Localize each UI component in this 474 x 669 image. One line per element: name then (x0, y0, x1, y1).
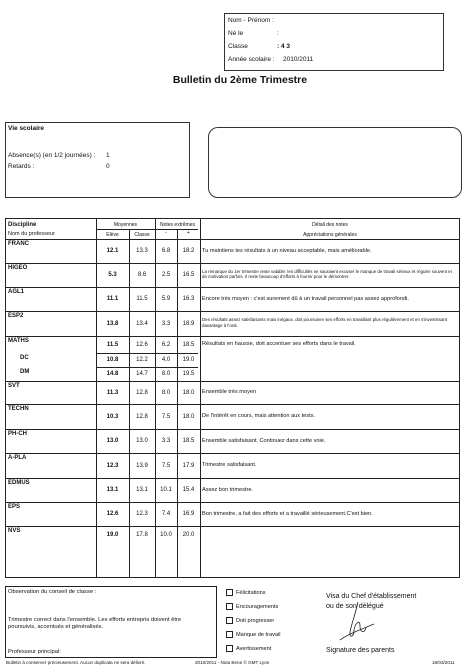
subject-name: SVT (8, 383, 20, 389)
max-grade: 18.0 (182, 413, 195, 420)
remarks-box (208, 127, 462, 198)
col-max: + (187, 230, 190, 236)
class-average: 13.0 (136, 438, 148, 444)
max-grade: 16.9 (182, 511, 195, 517)
birthdate-value: : (277, 30, 279, 37)
class-label: Classe (228, 43, 248, 50)
min-grade: 3.3 (161, 438, 171, 444)
lates-value: 0 (106, 163, 110, 170)
min-grade: 8.0 (161, 371, 171, 377)
student-average: 12.6 (106, 511, 119, 517)
col-discipline: Discipline (8, 222, 37, 228)
page-title: Bulletin du 2ème Trimestre (172, 74, 308, 86)
max-grade: 18.0 (182, 389, 195, 396)
col-detail: Détail des notes (312, 222, 348, 228)
teacher-comment: Tu maintiens tes résultats à un niveau acceptable, mais améliorable. (202, 247, 372, 254)
visa-label: Visa du Chef d'établissement (326, 593, 417, 600)
subject-name: A-PLA (8, 455, 27, 461)
col-professor: Nom du professeur (8, 231, 55, 237)
max-grade: 18.5 (182, 341, 195, 348)
teacher-comment: Bon trimestre, a fait des efforts et a travaillé sérieusement.C'est bien. (202, 510, 373, 517)
max-grade: 18.9 (182, 320, 195, 327)
subject-name: FRANC (8, 241, 29, 247)
student-average: 13.8 (106, 320, 119, 327)
subject-name: MATHS (8, 338, 29, 344)
student-info-box (224, 13, 444, 71)
col-moyennes: Moyennes (113, 222, 138, 228)
absences-label: Absence(s) (en 1/2 journées) : (8, 152, 96, 159)
student-average: 11.1 (106, 296, 119, 302)
subject-name: EPS (8, 504, 21, 510)
encouragements-checkbox[interactable] (226, 603, 233, 610)
subject-name: ESP2 (8, 313, 24, 319)
teacher-comment: Des résultats assez satisfaisants mais inégaux. doit poursuivre ses efforts en travaillant plus régulièrement et en s'investissant davantage à l'oral. (202, 317, 448, 328)
signature-scribble (330, 600, 380, 645)
attendance-box (5, 122, 190, 198)
col-min: - (165, 230, 167, 236)
min-grade: 2.5 (161, 272, 171, 278)
class-average: 13.9 (136, 462, 148, 469)
absences-value: 1 (106, 152, 110, 159)
school-year-label: Année scolaire : (228, 56, 275, 63)
avertissement-label: Avertissement (236, 646, 272, 652)
subject-name: NVS (8, 528, 21, 534)
student-average: 13.0 (106, 438, 119, 444)
col-eleve: Elève (106, 232, 119, 238)
min-grade: 6.8 (161, 248, 171, 254)
footer-copyright: 2010/2011 - Nota Bene © GMT Lyon (195, 660, 270, 665)
max-grade: 15.4 (182, 487, 195, 493)
teacher-comment: Ensemble très moyen (202, 389, 257, 396)
student-average: 10.3 (106, 413, 119, 420)
max-grade: 18.2 (182, 248, 195, 254)
student-average: 12.1 (106, 248, 119, 254)
class-average: 12.6 (136, 341, 148, 348)
felicitations-checkbox[interactable] (226, 589, 233, 596)
student-average: 5.3 (108, 272, 117, 278)
class-average: 11.5 (136, 296, 148, 302)
max-grade: 20.0 (182, 532, 195, 538)
parents-signature-label: Signature des parents (326, 647, 395, 654)
max-grade: 19.0 (182, 357, 195, 363)
lates-label: Retards : (8, 163, 35, 170)
grades-table (5, 218, 460, 578)
attendance-heading: Vie scolaire (8, 125, 45, 132)
doit-progresser-checkbox[interactable] (226, 617, 233, 624)
teacher-comment: Trimestre satisfaisant. (202, 462, 257, 469)
teacher-comment: Résultats en hausse, doit accentuer ses efforts dans le travail. (202, 341, 356, 348)
student-average: 19.0 (106, 532, 119, 538)
felicitations-label: Félicitations (236, 590, 266, 596)
class-average: 13.3 (136, 248, 148, 254)
subject-name: HIGEO (8, 265, 28, 271)
class-average: 13.4 (136, 320, 148, 327)
teacher-comment: Encore très moyen : c'est surement dû à un travail personnel pas assez approfondi. (202, 295, 409, 302)
student-average: 11.3 (106, 389, 119, 396)
observation-heading: Observation du conseil de classe : (8, 589, 97, 595)
visa-delegue-label: ou de son délégué (326, 603, 384, 610)
principal-label: Professeur principal: (8, 649, 61, 655)
max-grade: 17.9 (182, 462, 195, 469)
observation-box (5, 586, 217, 658)
subject-name: AGL1 (8, 289, 25, 295)
class-value: : 4 3 (277, 43, 291, 50)
footer-note: Bulletin à conserver précieusement. Aucun duplicata ne sera délivré. (6, 660, 146, 665)
max-grade: 19.5 (182, 371, 195, 377)
class-average: 12.8 (136, 413, 148, 420)
subject-name: EDMUS (8, 480, 30, 486)
min-grade: 7.5 (161, 413, 171, 420)
class-average: 14.7 (136, 371, 148, 377)
student-average: 13.1 (106, 487, 119, 493)
teacher-comment: Ensemble satisfaisant. Continuez dans cette voie. (202, 437, 326, 444)
class-average: 13.1 (136, 487, 148, 493)
manque-de-travail-label: Manque de travail (236, 632, 281, 638)
max-grade: 16.5 (182, 272, 195, 278)
min-grade: 3.3 (161, 320, 171, 327)
class-average: 12.3 (136, 511, 148, 517)
min-grade: 7.4 (161, 511, 171, 517)
doit-progresser-label: Doit progresser (236, 618, 275, 624)
teacher-comment: La remarque du 1er trimestre reste valable: les difficultés ne sauraient excuser le manque de travail sérieux et réguler souvent et de motivation parfois. Il reste beaucoup d'efforts à fournir pour le démontrer. (202, 268, 452, 279)
encouragements-label: Encouragements (236, 604, 279, 610)
student-average: 11.5 (106, 341, 119, 348)
min-grade: 10.0 (160, 532, 172, 538)
class-average: 12.8 (136, 389, 148, 396)
subject-name: PH-CH (8, 431, 27, 437)
class-average: 8.6 (137, 272, 147, 278)
col-appreciations: Appréciations générales (303, 232, 357, 238)
min-grade: 4.0 (161, 357, 171, 363)
class-average: 17.8 (136, 532, 148, 538)
min-grade: 6.2 (161, 341, 171, 348)
min-grade: 7.5 (161, 462, 171, 469)
avertissement-checkbox[interactable] (226, 645, 233, 652)
class-average: 12.2 (136, 357, 148, 363)
col-notes-extremes: Notes extrêmes (159, 222, 195, 228)
subject-name: TECHN (8, 406, 29, 412)
min-grade: 8.0 (161, 389, 171, 396)
min-grade: 5.9 (161, 296, 171, 302)
school-year-value: 2010/2011 (283, 56, 314, 63)
max-grade: 18.5 (182, 438, 195, 444)
student-average: 12.3 (106, 462, 119, 469)
footer-date: 18/03/2011 (432, 660, 455, 665)
teacher-comment: Assez bon trimestre. (202, 486, 253, 493)
teacher-comment: De l'intérêt en cours, mais attention aux tests. (202, 413, 315, 420)
birthdate-label: Né le (228, 30, 244, 37)
min-grade: 10.1 (160, 487, 172, 493)
name-label: Nom - Prénom : (228, 17, 274, 24)
student-average: 14.8 (106, 371, 119, 377)
student-average: 10.8 (106, 357, 119, 363)
max-grade: 16.3 (182, 296, 195, 302)
observation-text: Trimestre correct dans l'ensemble. Les efforts entrepris doivent être poursuivis, accentués et généralisés. (8, 617, 182, 630)
subject-name: DC (20, 355, 29, 361)
manque-de-travail-checkbox[interactable] (226, 631, 233, 638)
col-classe: Classe (134, 232, 150, 238)
subject-name: DM (20, 369, 30, 375)
